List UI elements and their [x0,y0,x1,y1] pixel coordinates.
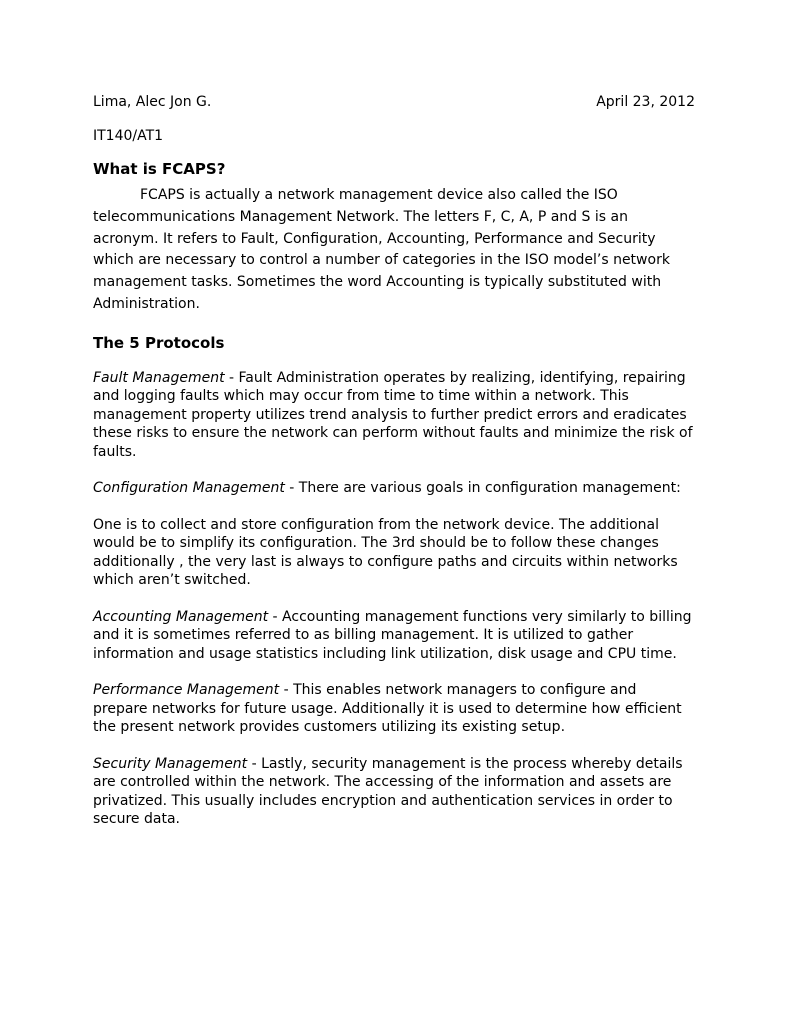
configuration-detail-paragraph: One is to collect and store configuration from the network device. The additional would be to simplify its configuration. The 3rd should be to follow these changes additionally , the very last is always to configure paths and circuits within networks which aren’t switched. [93,516,678,589]
performance-management-text: - This enables network managers to configure and prepare networks for future usage. Additionally it is used to determine how efficient the present network provides customers utilizing its existing setup. [93,682,682,736]
security-management-term: Security Management [93,755,248,772]
configuration-management-paragraph [93,479,695,498]
configuration-management-text: - There are various goals in configuration management: [284,480,681,497]
course-code: IT140/AT1 [93,128,164,144]
performance-management-paragraph [93,681,695,737]
security-management-paragraph [93,755,695,829]
intro-paragraph: FCAPS is actually a network management device also called the ISO telecommunications Management Network. The letters F, C, A, P and S is an acronym. It refers to Fault, Configuration, Accounting, Performance and Security which are necessary to control a number of categories in the ISO model’s network management tasks. Sometimes the word Accounting is typically substituted with Administration. [93,187,670,312]
author-name: Lima, Alec Jon G. [93,94,212,110]
section-heading-fcaps: What is FCAPS? [93,160,226,178]
document-header [93,93,695,111]
document-date: April 23, 2012 [596,94,695,110]
accounting-management-paragraph [93,608,695,664]
security-management-text: - Lastly, security management is the process whereby details are controlled within the network. The accessing of the information and assets are privatized. This usually includes encryption and authentication services in order to secure data. [93,755,683,828]
fault-management-term: Fault Management [93,369,225,386]
accounting-management-term: Accounting Management [93,608,269,625]
accounting-management-text: - Accounting management functions very similarly to billing and it is sometimes referred to as billing management. It is utilized to gather information and usage statistics including link utilization, disk usage and CPU time. [93,608,692,662]
fault-management-text: - Fault Administration operates by realizing, identifying, repairing and logging faults which may occur from time to time within a network. This management property utilizes trend analysis to further predict errors and eradicates these risks to ensure the network can perform without faults and minimize the risk of faults. [93,369,693,460]
document-page [93,93,695,829]
fault-management-paragraph [93,369,695,462]
performance-management-term: Performance Management [93,682,280,699]
section-heading-protocols: The 5 Protocols [93,333,225,352]
configuration-management-term: Configuration Management [93,480,285,497]
